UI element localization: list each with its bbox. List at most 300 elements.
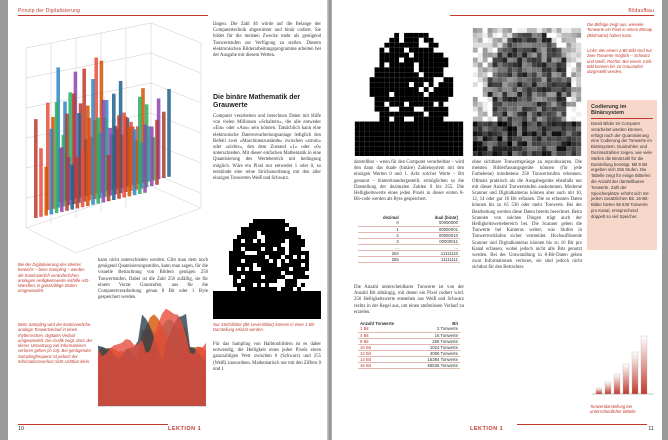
pixel bbox=[561, 38, 566, 43]
pixel bbox=[360, 146, 365, 151]
pixel bbox=[360, 117, 365, 122]
pixel bbox=[404, 38, 409, 43]
pixel bbox=[502, 58, 507, 63]
pixel bbox=[537, 131, 542, 136]
pixel bbox=[313, 215, 317, 219]
pixel bbox=[281, 247, 285, 251]
pixel bbox=[557, 33, 562, 38]
pixel bbox=[213, 251, 217, 255]
pixel bbox=[257, 215, 261, 219]
pixel bbox=[453, 58, 458, 63]
pixel bbox=[285, 295, 289, 299]
pixel bbox=[458, 131, 463, 136]
box-body: Damit Bilder im Computer verarbeitet werden können, erfolgt nach der Quantisierung eine Codierung der Tonwerte im Binärsystem. Dualzahlen und Dezimalzahlen zeigen, wie viele Stellen die Binärzahl für die Darstellung benötigt. Mit 8 Bit ergeben sich 256 Stufen. Die Tabelle zeigt für einige Bittiefen die Anzahl der darstellbaren Tonwerte. Zahl der Speicherplätze erhöht sich mit jedem zusätzlichen Bit. 16-Bit-Bilder bieten 65 536 Tonwerte pro Kanal, entsprechend doppelt so viel Speicher. bbox=[591, 121, 652, 219]
pixel bbox=[576, 146, 581, 151]
pixel bbox=[527, 92, 532, 97]
pixel bbox=[473, 87, 478, 92]
pixel bbox=[249, 255, 253, 259]
pixel bbox=[213, 311, 217, 315]
pixel bbox=[313, 219, 317, 223]
pixel bbox=[547, 67, 552, 72]
pixel bbox=[365, 33, 370, 38]
pixel bbox=[542, 38, 547, 43]
pixel bbox=[277, 219, 281, 223]
pixel bbox=[571, 58, 576, 63]
pixel bbox=[265, 283, 269, 287]
pixel bbox=[285, 315, 289, 319]
pixel bbox=[281, 223, 285, 227]
pixel bbox=[532, 131, 537, 136]
pixel bbox=[257, 275, 261, 279]
pixel bbox=[527, 53, 532, 58]
pixel bbox=[277, 315, 281, 319]
pixel bbox=[379, 122, 384, 127]
pixel bbox=[360, 43, 365, 48]
pixel bbox=[245, 259, 249, 263]
pixel bbox=[225, 219, 229, 223]
pixel bbox=[429, 136, 434, 141]
chart-bar bbox=[155, 120, 159, 185]
pixel bbox=[493, 146, 498, 151]
pixel bbox=[424, 102, 429, 107]
pixel bbox=[289, 315, 293, 319]
pixel bbox=[443, 82, 448, 87]
pixel bbox=[313, 247, 317, 251]
pixel bbox=[507, 67, 512, 72]
pixel bbox=[414, 126, 419, 131]
pixel bbox=[478, 58, 483, 63]
pixel bbox=[409, 146, 414, 151]
pixel bbox=[285, 219, 289, 223]
pixel bbox=[502, 33, 507, 38]
pixel bbox=[355, 92, 360, 97]
pixel bbox=[512, 117, 517, 122]
pixel bbox=[576, 112, 581, 117]
pixel bbox=[379, 67, 384, 72]
pixel bbox=[313, 271, 317, 275]
pixel bbox=[253, 275, 257, 279]
pixel bbox=[527, 97, 532, 102]
pixel bbox=[257, 259, 261, 263]
pixel bbox=[527, 141, 532, 146]
pixel bbox=[269, 295, 273, 299]
pixel bbox=[507, 126, 512, 131]
pixel bbox=[277, 275, 281, 279]
pixel bbox=[414, 58, 419, 63]
pixel bbox=[273, 267, 277, 271]
pixel bbox=[483, 53, 488, 58]
pixel bbox=[414, 33, 419, 38]
pixel bbox=[557, 146, 562, 151]
pixel bbox=[309, 315, 313, 319]
pixel bbox=[269, 247, 273, 251]
pixel bbox=[289, 271, 293, 275]
pixel bbox=[439, 136, 444, 141]
pixel bbox=[297, 307, 301, 311]
pixel bbox=[394, 146, 399, 151]
pixel bbox=[414, 146, 419, 151]
pixel bbox=[365, 97, 370, 102]
pixel bbox=[439, 112, 444, 117]
pixel bbox=[225, 291, 229, 295]
pixel bbox=[497, 92, 502, 97]
pixel bbox=[424, 97, 429, 102]
pixel bbox=[522, 112, 527, 117]
pixel bbox=[257, 223, 261, 227]
pixel bbox=[225, 259, 229, 263]
pixel bbox=[493, 43, 498, 48]
pixel bbox=[537, 43, 542, 48]
pixel bbox=[365, 48, 370, 53]
pixel bbox=[419, 131, 424, 136]
pixel bbox=[434, 33, 439, 38]
pixel bbox=[527, 77, 532, 82]
pixel bbox=[269, 231, 273, 235]
pixel bbox=[297, 219, 301, 223]
pixel bbox=[249, 303, 253, 307]
pixel bbox=[566, 43, 571, 48]
pixel bbox=[241, 279, 245, 283]
pixel bbox=[355, 67, 360, 72]
pixel bbox=[375, 146, 380, 151]
pixel bbox=[384, 33, 389, 38]
pixel bbox=[532, 122, 537, 127]
pixel bbox=[419, 82, 424, 87]
pixel bbox=[512, 82, 517, 87]
pixel bbox=[277, 247, 281, 251]
table-cell: 2 Tonwerte bbox=[412, 326, 461, 332]
pixel bbox=[419, 112, 424, 117]
pixel bbox=[424, 136, 429, 141]
pixel bbox=[394, 92, 399, 97]
pixel bbox=[249, 231, 253, 235]
pixel bbox=[233, 315, 237, 319]
pixel bbox=[527, 33, 532, 38]
pixel bbox=[527, 38, 532, 43]
pixel bbox=[557, 126, 562, 131]
pixel bbox=[375, 77, 380, 82]
pixel bbox=[497, 136, 502, 141]
pixel bbox=[233, 247, 237, 251]
table-cell: 00000011 bbox=[401, 238, 460, 244]
pixel bbox=[384, 77, 389, 82]
pixel bbox=[483, 141, 488, 146]
pixel bbox=[237, 215, 241, 219]
pixel bbox=[537, 48, 542, 53]
pixel bbox=[542, 151, 547, 156]
pixel bbox=[488, 28, 493, 33]
pixel bbox=[507, 58, 512, 63]
pixel bbox=[241, 219, 245, 223]
pixel bbox=[566, 82, 571, 87]
pixel bbox=[453, 92, 458, 97]
pixel bbox=[497, 28, 502, 33]
pixel bbox=[532, 77, 537, 82]
pixel bbox=[309, 243, 313, 247]
pixel bbox=[375, 28, 380, 33]
pixel bbox=[384, 112, 389, 117]
pixel bbox=[355, 102, 360, 107]
pixel bbox=[355, 72, 360, 77]
pixel bbox=[399, 102, 404, 107]
pixel bbox=[502, 62, 507, 67]
pixel bbox=[394, 67, 399, 72]
pixel bbox=[221, 239, 225, 243]
pixel bbox=[313, 267, 317, 271]
pixel bbox=[245, 275, 249, 279]
pixel bbox=[375, 136, 380, 141]
pixel bbox=[245, 215, 249, 219]
pixel bbox=[419, 48, 424, 53]
pixel bbox=[245, 251, 249, 255]
pixel bbox=[297, 231, 301, 235]
pixel bbox=[448, 28, 453, 33]
pixel bbox=[289, 267, 293, 271]
pixel bbox=[478, 48, 483, 53]
pixel bbox=[522, 58, 527, 63]
pixel bbox=[458, 67, 463, 72]
pixel bbox=[542, 141, 547, 146]
pixel bbox=[517, 107, 522, 112]
pixel bbox=[561, 97, 566, 102]
pixel bbox=[375, 122, 380, 127]
pixel bbox=[237, 239, 241, 243]
pixel bbox=[229, 215, 233, 219]
pixel bbox=[502, 38, 507, 43]
pixel bbox=[488, 77, 493, 82]
col2-top-text: längen. Die Zahl 46 würde auf die Belange der Computertechnik abgestimmt und binär codiert. Sie bildet für die meisten Zwecke mehr als genügend Tonwertstufen zur Verfügung zu stellen. Diesem elektronischen Bilderarbeitungsprogramme arbeiten bei der Ausgabe mit diesem Werten. bbox=[213, 22, 321, 59]
pixel bbox=[443, 92, 448, 97]
pixel bbox=[434, 146, 439, 151]
pixel bbox=[217, 243, 221, 247]
pixel bbox=[512, 131, 517, 136]
pixel bbox=[502, 53, 507, 58]
pixel bbox=[493, 117, 498, 122]
pixel bbox=[493, 38, 498, 43]
pixel bbox=[269, 243, 273, 247]
pixel bbox=[289, 259, 293, 263]
pixel bbox=[253, 263, 257, 267]
pixel bbox=[561, 58, 566, 63]
bitmap-1bit-image bbox=[213, 215, 321, 319]
pixel bbox=[424, 112, 429, 117]
pixel bbox=[414, 82, 419, 87]
pixel bbox=[419, 67, 424, 72]
pixel bbox=[512, 72, 517, 77]
pixel bbox=[552, 122, 557, 127]
pixel bbox=[429, 72, 434, 77]
pixel bbox=[522, 151, 527, 156]
right-page bbox=[332, 0, 662, 440]
pixel bbox=[360, 112, 365, 117]
table-cell: 00000001 bbox=[401, 226, 460, 232]
pixel bbox=[552, 87, 557, 92]
pixel bbox=[297, 275, 301, 279]
pixel bbox=[233, 223, 237, 227]
pixel bbox=[384, 146, 389, 151]
pixel bbox=[404, 97, 409, 102]
pixel bbox=[213, 247, 217, 251]
pixel bbox=[409, 43, 414, 48]
pixel bbox=[566, 72, 571, 77]
pixel bbox=[512, 102, 517, 107]
pixel bbox=[557, 97, 562, 102]
pixel bbox=[249, 295, 253, 299]
pixel bbox=[473, 136, 478, 141]
pixel bbox=[305, 307, 309, 311]
pixel bbox=[237, 259, 241, 263]
pixel bbox=[225, 299, 229, 303]
pixel bbox=[542, 107, 547, 112]
pixel bbox=[522, 141, 527, 146]
pixel bbox=[517, 131, 522, 136]
pixel bbox=[424, 53, 429, 58]
pixel bbox=[261, 239, 265, 243]
pixel bbox=[429, 53, 434, 58]
pixel bbox=[448, 48, 453, 53]
pixel bbox=[273, 295, 277, 299]
pixel bbox=[233, 287, 237, 291]
pixel bbox=[301, 235, 305, 239]
pixel bbox=[478, 62, 483, 67]
pixel bbox=[285, 279, 289, 283]
pixel bbox=[317, 235, 321, 239]
pixel bbox=[237, 279, 241, 283]
pixel bbox=[281, 219, 285, 223]
pixel bbox=[483, 97, 488, 102]
pixel bbox=[257, 315, 261, 319]
pixel bbox=[394, 112, 399, 117]
pixel bbox=[414, 112, 419, 117]
pixel bbox=[517, 102, 522, 107]
pixel bbox=[233, 235, 237, 239]
pixel bbox=[552, 107, 557, 112]
pixel bbox=[478, 87, 483, 92]
pixel bbox=[389, 126, 394, 131]
pixel bbox=[249, 251, 253, 255]
pixel bbox=[537, 33, 542, 38]
pixel bbox=[217, 315, 221, 319]
pixel bbox=[576, 48, 581, 53]
pixel bbox=[261, 243, 265, 247]
pixel bbox=[355, 82, 360, 87]
side-caption-legend: Links: Bei einem 1-Bit-Bild sind nur zwei Tonwerte möglich – Schwarz und Weiß. Rechts: Bei einem 4-Bit-Bild können bis 16 Graustufen dargestellt werden. bbox=[587, 48, 653, 75]
pixel bbox=[233, 227, 237, 231]
pixel bbox=[448, 62, 453, 67]
pixel bbox=[384, 72, 389, 77]
pixel bbox=[502, 77, 507, 82]
pixel bbox=[458, 48, 463, 53]
pixel bbox=[576, 72, 581, 77]
pixel bbox=[213, 283, 217, 287]
pixel bbox=[370, 33, 375, 38]
pixel bbox=[458, 117, 463, 122]
pixel bbox=[532, 141, 537, 146]
pixel bbox=[285, 291, 289, 295]
pixel bbox=[537, 87, 542, 92]
pixel bbox=[458, 126, 463, 131]
pixel bbox=[213, 239, 217, 243]
pixel bbox=[389, 141, 394, 146]
pixel bbox=[507, 87, 512, 92]
pixel bbox=[375, 53, 380, 58]
pixel bbox=[517, 53, 522, 58]
pixel bbox=[532, 146, 537, 151]
pixel bbox=[517, 146, 522, 151]
pixel bbox=[429, 82, 434, 87]
pixel bbox=[497, 87, 502, 92]
pixel bbox=[237, 295, 241, 299]
pixel bbox=[414, 136, 419, 141]
pixel bbox=[241, 287, 245, 291]
pixel bbox=[434, 53, 439, 58]
pixel bbox=[527, 112, 532, 117]
pixel bbox=[561, 77, 566, 82]
pixel bbox=[532, 136, 537, 141]
chart-bar bbox=[34, 119, 38, 218]
pixel bbox=[289, 275, 293, 279]
pixel bbox=[443, 107, 448, 112]
pixel bbox=[273, 215, 277, 219]
pixel bbox=[355, 136, 360, 141]
pixel bbox=[293, 291, 297, 295]
box-title: Codierung im Binärsystem bbox=[591, 104, 653, 119]
pixel bbox=[507, 102, 512, 107]
pixel bbox=[547, 33, 552, 38]
pixel bbox=[488, 141, 493, 146]
pixel bbox=[365, 62, 370, 67]
pixel bbox=[414, 141, 419, 146]
pixel bbox=[571, 151, 576, 156]
pixel bbox=[522, 87, 527, 92]
pixel bbox=[448, 122, 453, 127]
pixel bbox=[389, 67, 394, 72]
pixel bbox=[507, 112, 512, 117]
pixel bbox=[557, 117, 562, 122]
pixel bbox=[434, 87, 439, 92]
pixel bbox=[221, 223, 225, 227]
pixel bbox=[301, 215, 305, 219]
pixel bbox=[297, 283, 301, 287]
pixel bbox=[576, 77, 581, 82]
pixel bbox=[424, 126, 429, 131]
pixel bbox=[285, 215, 289, 219]
pixel bbox=[443, 97, 448, 102]
pixel bbox=[488, 146, 493, 151]
pixel bbox=[309, 215, 313, 219]
pixel bbox=[429, 43, 434, 48]
pixel bbox=[217, 215, 221, 219]
pixel bbox=[289, 299, 293, 303]
pixel bbox=[253, 223, 257, 227]
pixel bbox=[285, 263, 289, 267]
pixel bbox=[355, 126, 360, 131]
chart-bar bbox=[39, 148, 43, 217]
pixel bbox=[375, 151, 380, 156]
pixel bbox=[404, 82, 409, 87]
pixel bbox=[497, 112, 502, 117]
pixel bbox=[517, 62, 522, 67]
pixel bbox=[245, 287, 249, 291]
pixel bbox=[265, 223, 269, 227]
pixel bbox=[537, 122, 542, 127]
pixel bbox=[273, 223, 277, 227]
pixel bbox=[245, 299, 249, 303]
pixel bbox=[269, 275, 273, 279]
pixel bbox=[493, 62, 498, 67]
pixel bbox=[309, 275, 313, 279]
pixel bbox=[571, 97, 576, 102]
